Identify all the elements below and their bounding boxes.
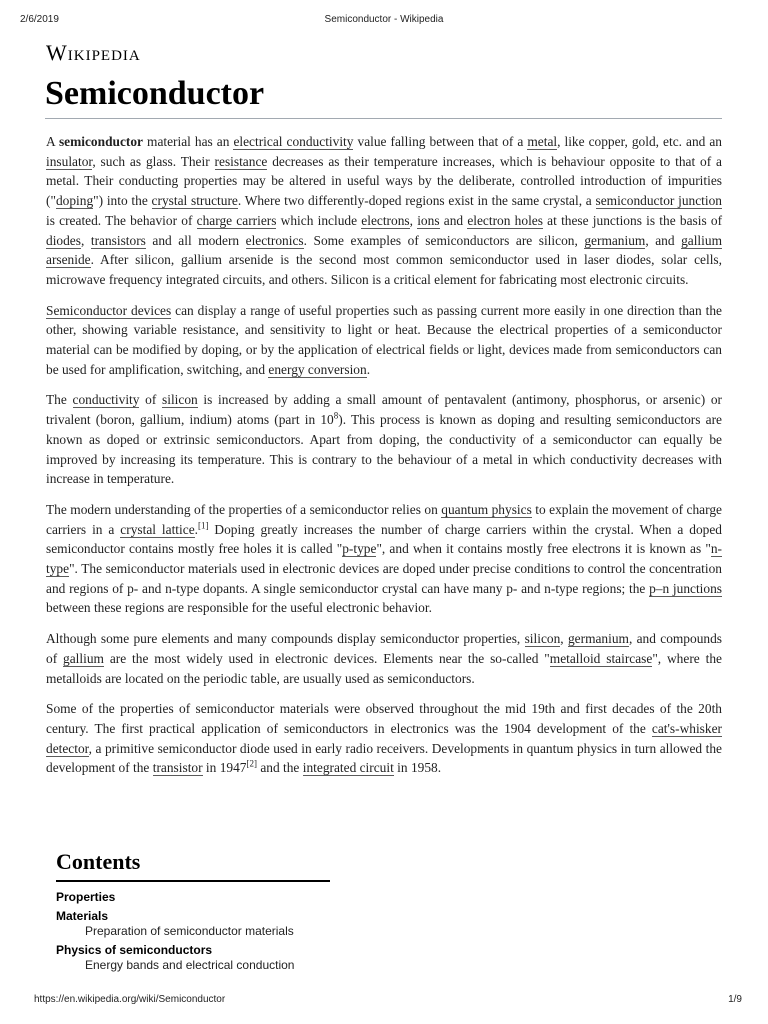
text-run: and the	[256, 760, 303, 776]
text-run: , and	[645, 232, 682, 248]
toc-item[interactable]: Physics of semiconductors	[56, 943, 213, 957]
print-page-title: Semiconductor - Wikipedia	[324, 14, 444, 25]
superscript: [1]	[198, 520, 209, 531]
article-link[interactable]: charge carriers	[196, 212, 277, 228]
text-run: ". The semiconductor materials used in electronic devices are doped under precise conditions to control the concentration and regions of p- and n-type dopants. A single semiconductor crystal can have many p- and n-type regions; the	[46, 561, 722, 596]
article-link[interactable]: p-type	[342, 541, 377, 557]
article-link[interactable]: transistors	[90, 232, 146, 248]
text-run: . Some examples of semiconductors are silicon,	[303, 232, 585, 248]
text-run: of	[139, 392, 163, 408]
text-run: ). This process is known as doping and resulting semiconductors are known as doped or extrinsic semiconductors. Apart from doping, the conductivity of a semiconductor can equally be improved by increasing its temperature. This is contrary to the behaviour of a metal in which conductivity decreases with increase in temperature.	[46, 412, 722, 487]
article-link[interactable]: electronics	[245, 232, 304, 248]
text-run: which include	[276, 212, 362, 228]
text-run: The modern understanding of the properties of a semiconductor relies on	[46, 501, 442, 517]
article-paragraph	[46, 500, 722, 618]
article-link[interactable]: diodes	[46, 232, 81, 248]
text-run: , like copper, gold, etc. and an	[557, 134, 722, 149]
text-run: ,	[409, 212, 418, 228]
article-paragraph	[46, 132, 722, 290]
article-link[interactable]: metal	[527, 134, 558, 149]
article-link[interactable]: n-type	[46, 541, 722, 577]
text-run: Although some pure elements and many compounds display semiconductor properties,	[46, 631, 525, 647]
text-run: ", and when it contains mostly free electrons it is known as "	[376, 541, 711, 557]
toc-title: Contents	[56, 848, 330, 882]
article-link[interactable]: cat's-whisker detector	[46, 720, 722, 756]
text-run: ,	[80, 232, 91, 248]
superscript: 8	[333, 410, 339, 421]
article-link[interactable]: transistor	[152, 760, 203, 776]
text-run: .	[366, 361, 371, 377]
superscript: [2]	[246, 758, 257, 769]
article-link[interactable]: germanium	[567, 631, 629, 647]
article-link[interactable]: gallium arsenide	[46, 232, 722, 268]
print-url: https://en.wikipedia.org/wiki/Semiconductor	[34, 994, 226, 1005]
article-link[interactable]: gallium	[63, 650, 104, 666]
page-title: Semiconductor	[45, 72, 722, 119]
text-run: at these junctions is the basis of	[542, 212, 723, 228]
article-link[interactable]: metalloid staircase	[549, 650, 653, 666]
article-paragraph	[46, 629, 722, 688]
text-run: is created. The behavior of	[46, 212, 197, 228]
text-run: to explain the movement of charge carriers in a	[46, 501, 722, 537]
article-link[interactable]: p–n junctions	[649, 580, 722, 596]
print-page-number: 1/9	[728, 994, 742, 1005]
article-link[interactable]: silicon	[524, 631, 561, 647]
text-run: A	[46, 134, 59, 149]
article-link[interactable]: germanium	[584, 232, 646, 248]
text-run: , such as glass. Their	[92, 153, 215, 169]
wikipedia-logo[interactable]: Wikipedia	[46, 40, 141, 65]
text-run: . After silicon, gallium arsenide is the second most common semiconductor used in laser diodes, solar cells, microwave frequency integrated circuits, and others. Silicon is a critical element for fabricating most electronic circuits.	[46, 252, 722, 287]
article-link[interactable]: electron holes	[467, 212, 543, 228]
text-run: .	[194, 521, 198, 537]
article-link[interactable]: crystal structure	[151, 193, 238, 209]
text-run: Some of the properties of semiconductor materials were observed throughout the mid 19th and first decades of the 20th century. The first practical application of semiconductors in electronics was the 1904 development of the	[46, 701, 722, 736]
toc-item[interactable]: Energy bands and electrical conduction	[85, 958, 295, 972]
text-run: is increased by adding a small amount of pentavalent (antimony, phosphorus, or arsenic) or trivalent (boron, gallium, indium) atoms (part in 10	[46, 392, 722, 428]
article-link[interactable]: electrical conductivity	[233, 134, 354, 149]
text-run: ", where the metalloids are located on the periodic table, are usually used as semiconductors.	[46, 650, 722, 686]
text-run: and all modern	[145, 232, 246, 248]
article-link[interactable]: resistance	[214, 153, 268, 169]
print-header	[20, 14, 748, 28]
toc-item[interactable]: Properties	[56, 890, 116, 904]
text-run: , and compounds of	[46, 631, 722, 666]
toc-item[interactable]: Preparation of semiconductor materials	[85, 924, 294, 938]
article-link[interactable]: insulator	[46, 153, 93, 169]
article-link[interactable]: ions	[417, 212, 440, 228]
table-of-contents	[56, 848, 330, 973]
text-run: are the most widely used in electronic devices. Elements near the so-called "	[103, 650, 550, 666]
article-link[interactable]: conductivity	[72, 392, 140, 408]
article-paragraph	[46, 390, 722, 489]
text-run: Doping greatly increases the number of charge carriers within the crystal. When a doped semiconductor contains mostly free holes it is called "	[46, 521, 722, 557]
toc-item[interactable]: Materials	[56, 909, 109, 923]
article-body	[46, 132, 722, 789]
article-link[interactable]: Semiconductor devices	[46, 302, 172, 318]
text-run: in 1947	[202, 760, 247, 776]
article-link[interactable]: semiconductor junction	[595, 193, 722, 209]
text-run: ") into the	[93, 193, 152, 209]
article-paragraph	[46, 301, 722, 380]
article-link[interactable]: electrons	[361, 212, 410, 228]
text-run: ,	[560, 631, 568, 647]
print-date: 2/6/2019	[20, 14, 59, 25]
article-paragraph	[46, 699, 722, 778]
print-footer	[20, 994, 748, 1008]
text-run: in 1958.	[393, 760, 442, 776]
text-run: material has an	[143, 134, 234, 149]
article-link[interactable]: doping	[55, 193, 94, 209]
text-run: between these regions are responsible for the useful electronic behavior.	[46, 600, 432, 616]
bold-term: semiconductor	[58, 134, 144, 149]
text-run: decreases as their temperature increases, which is behaviour opposite to that of a metal. Their conducting properties may be altered in useful ways by the deliberate, controlled introduction of impurities ("	[46, 153, 722, 209]
article-link[interactable]: silicon	[162, 392, 198, 408]
text-run: The	[46, 392, 73, 408]
text-run: and	[439, 212, 468, 228]
text-run: value falling between that of a	[353, 134, 528, 149]
text-run: , a primitive semiconductor diode used in early radio receivers. Developments in quantum physics in turn allowed the development of the	[46, 740, 722, 776]
article-link[interactable]: quantum physics	[441, 501, 532, 517]
toc-list	[56, 890, 330, 973]
article-link[interactable]: energy conversion	[268, 361, 367, 377]
text-run: can display a range of useful properties such as passing current more easily in one direction than the other, showing variable resistance, and sensitivity to light or heat. Because the electrical properties of a semiconductor material can be modified by doping, or by the application of electrical fields or light, devices made from semiconductors can be used for amplification, switching, and	[46, 302, 722, 377]
article-link[interactable]: integrated circuit	[302, 760, 394, 776]
text-run: . Where two differently-doped regions exist in the same crystal, a	[237, 193, 596, 209]
article-link[interactable]: crystal lattice	[120, 521, 195, 537]
